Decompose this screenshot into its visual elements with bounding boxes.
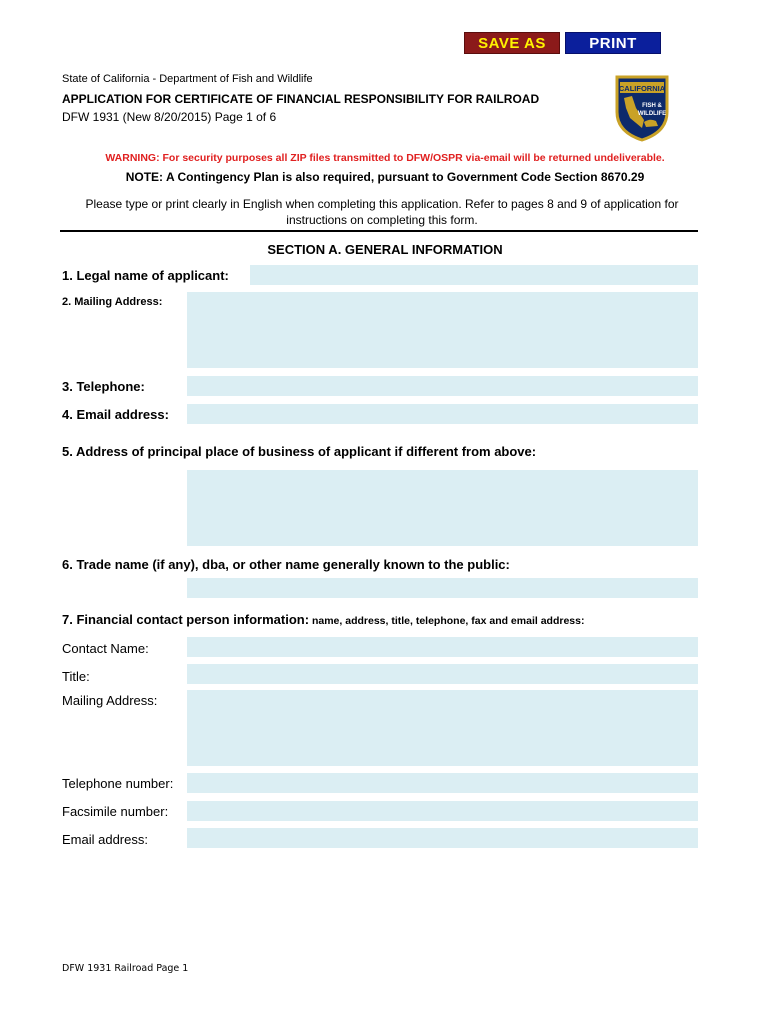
form-title: APPLICATION FOR CERTIFICATE OF FINANCIAL RESPONSIBILITY FOR RAILROAD	[62, 92, 540, 106]
note-text: NOTE: A Contingency Plan is also required, pursuant to Government Code Section 8670.29	[125, 170, 645, 184]
legal-name-field[interactable]	[250, 265, 698, 285]
principal-address-field[interactable]	[187, 470, 698, 546]
fax-number-label: Facsimile number:	[62, 804, 169, 819]
save-as-button[interactable]: SAVE AS	[464, 32, 560, 54]
contact-name-field[interactable]	[187, 637, 698, 657]
cdfw-logo	[614, 74, 670, 142]
logo-text-california: CALIFORNIA	[618, 84, 666, 93]
title-label: Title:	[62, 669, 90, 684]
telephone-number-label: Telephone number:	[62, 776, 174, 791]
section-heading: SECTION A. GENERAL INFORMATION	[267, 242, 503, 257]
contact-email-field[interactable]	[187, 828, 698, 848]
warning-text: WARNING: For security purposes all ZIP files transmitted to DFW/OSPR via-email will be returned undeliverable.	[105, 152, 665, 164]
telephone-number-field[interactable]	[187, 773, 698, 793]
trade-name-label: 6. Trade name (if any), dba, or other name generally known to the public:	[62, 557, 510, 572]
financial-contact-suffix: name, address, title, telephone, fax and email address:	[309, 615, 585, 627]
mailing-address-label: 2. Mailing Address:	[62, 296, 163, 308]
financial-contact-heading: 7. Financial contact person information:	[62, 612, 310, 627]
financial-contact-label	[62, 612, 584, 627]
mailing-address-field[interactable]	[187, 292, 698, 368]
agency-name: State of California - Department of Fish and Wildlife	[62, 73, 313, 85]
telephone-field[interactable]	[187, 376, 698, 396]
fax-number-field[interactable]	[187, 801, 698, 821]
legal-name-label: 1. Legal name of applicant:	[62, 268, 229, 283]
contact-name-label: Contact Name:	[62, 641, 149, 656]
trade-name-field[interactable]	[187, 578, 698, 598]
instructions-text: Please type or print clearly in English when completing this application. Refer to pages 8 and 9 of application for instructions on completing this form.	[85, 197, 679, 227]
form-number: DFW 1931 (New 8/20/2015) Page 1 of 6	[62, 110, 277, 124]
telephone-label: 3. Telephone:	[62, 379, 145, 394]
title-field[interactable]	[187, 664, 698, 684]
divider	[60, 230, 698, 232]
logo-text-wildlife: WILDLIFE	[637, 111, 667, 117]
page-footer: DFW 1931 Railroad Page 1	[62, 963, 189, 974]
email-label: 4. Email address:	[62, 407, 169, 422]
principal-address-label: 5. Address of principal place of business of applicant if different from above:	[62, 444, 537, 459]
email-field[interactable]	[187, 404, 698, 424]
contact-mailing-label: Mailing Address:	[62, 693, 158, 708]
contact-mailing-field[interactable]	[187, 690, 698, 766]
logo-text-fish: FISH &	[642, 103, 662, 109]
print-button[interactable]: PRINT	[565, 32, 661, 54]
contact-email-label: Email address:	[62, 832, 148, 847]
